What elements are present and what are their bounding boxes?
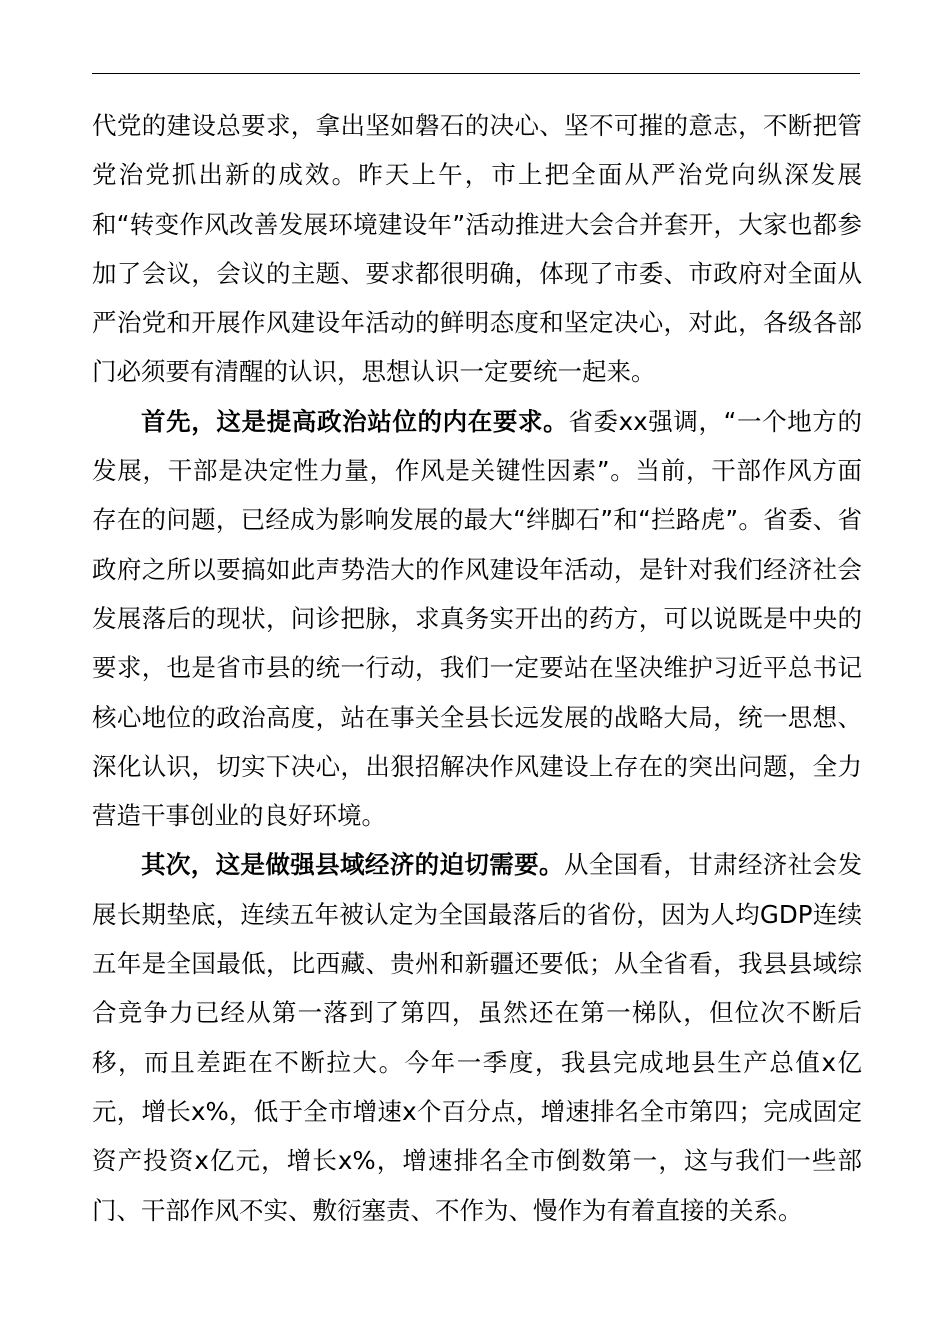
document-body [92, 101, 862, 1235]
paragraph-3-text: 从全国看，甘肃经济社会发展长期垫底，连续五年被认定为全国最落后的省份，因为人均GDP连续五年是全国最低，比西藏、贵州和新疆还要低；从全省看，我县县域综合竞争力已经从第一落到了第四，虽然还在第一梯队，但位次不断后移，而且差距在不断拉大。今年一季度，我县完成地县生产总值x亿元，增长x%，低于全市增速x个百分点，增速排名全市第四；完成固定资产投资x亿元，增长x%，增速排名全市倒数第一，这与我们一些部门、干部作风不实、敷衍塞责、不作为、慢作为有着直接的关系。 [92, 850, 862, 1225]
header-rule [92, 73, 860, 74]
paragraph-1 [92, 101, 862, 397]
paragraph-3 [92, 840, 862, 1234]
paragraph-1-text: 代党的建设总要求，拿出坚如磐石的决心、坚不可摧的意志，不断把管党治党抓出新的成效。昨天上午，市上把全面从严治党向纵深发展和“转变作风改善发展环境建设年”活动推进大会合并套开，大家也都参加了会议，会议的主题、要求都很明确，体现了市委、市政府对全面从严治党和开展作风建设年活动的鲜明态度和坚定决心，对此，各级各部门必须要有清醒的认识，思想认识一定要统一起来。 [92, 111, 862, 387]
paragraph-3-lead: 其次，这是做强县域经济的迫切需要。 [141, 850, 564, 880]
paragraph-2-text: 省委xx强调，“一个地方的发展，干部是决定性力量，作风是关键性因素”。当前，干部作风方面存在的问题，已经成为影响发展的最大“绊脚石”和“拦路虎”。省委、省政府之所以要搞如此声势浩大的作风建设年活动，是针对我们经济社会发展落后的现状，问诊把脉，求真务实开出的药方，可以说既是中央的要求，也是省市县的统一行动，我们一定要站在坚决维护习近平总书记核心地位的政治高度，站在事关全县长远发展的战略大局，统一思想、深化认识，切实下决心，出狠招解决作风建设上存在的突出问题，全力营造干事创业的良好环境。 [92, 406, 862, 831]
paragraph-2-lead: 首先，这是提高政治站位的内在要求。 [141, 406, 569, 436]
paragraph-2 [92, 397, 862, 841]
